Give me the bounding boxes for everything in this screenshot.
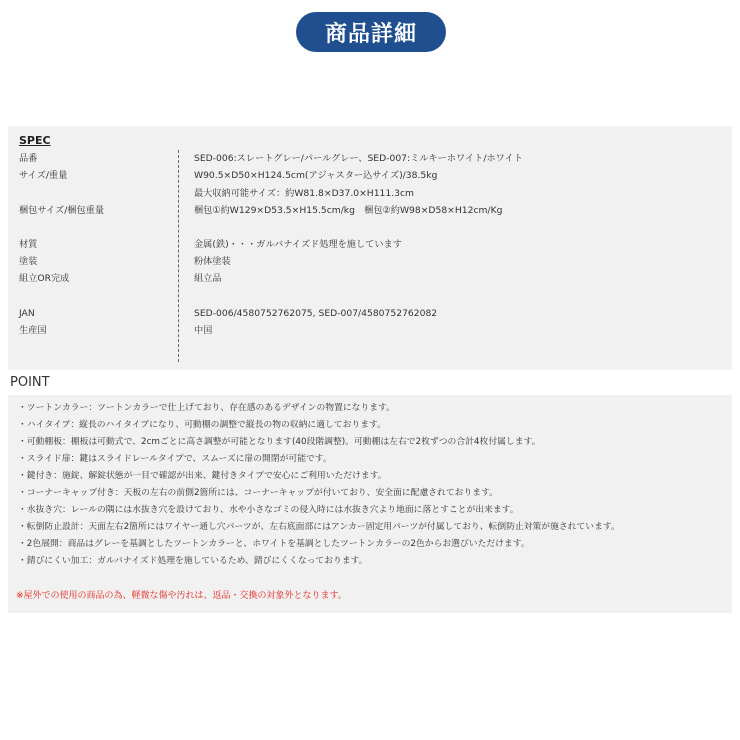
point-item: ・ツートンカラー：ツートンカラーで仕上げており、存在感のあるデザインの物置になります。 [18, 403, 395, 413]
spec-label-part-number: 品番 [19, 153, 38, 164]
warning-note: ※屋外での使用の商品の為、軽微な傷や汚れは、返品・交換の対象外となります。 [16, 591, 347, 601]
point-item: ・錆びにくい加工：ガルバナイズド処理を施しているため、錆びにくくなっております。 [18, 556, 368, 566]
spec-value-max-storage: 最大収納可能サイズ：約W81.8×D37.0×H111.3cm [194, 188, 415, 199]
spec-label-package: 梱包サイズ/梱包重量 [19, 205, 105, 216]
point-item: ・鍵付き：施錠、解錠状態が一目で確認が出来、鍵付きタイプで安心にご利用いただけます。 [18, 471, 387, 481]
point-item: ・スライド扉：鍵はスライドレールタイプで、スムーズに扉の開閉が可能です。 [18, 454, 332, 464]
point-item: ・コーナーキャップ付き：天板の左右の前側2箇所には、コーナーキャップが付いており、安全面に配慮されております。 [18, 488, 498, 498]
spec-value-coating: 粉体塗装 [194, 256, 231, 267]
point-item: ・水抜き穴：レールの隅には水抜き穴を設けており、水や小さなゴミの侵入時には水抜き穴より地面に落とすことが出来ます。 [18, 505, 519, 515]
page-title-badge: 商品詳細 [296, 12, 446, 52]
point-item: ・2色展開：商品はグレーを基調としたツートンカラーと、ホワイトを基調としたツートンカラーの2色からお選びいただけます。 [18, 539, 530, 549]
spec-value-assembly: 組立品 [194, 273, 222, 284]
spec-value-jan: SED-006/4580752762075, SED-007/4580752762082 [194, 308, 438, 319]
spec-label-origin: 生産国 [19, 325, 47, 336]
spec-label-size-weight: サイズ/重量 [19, 170, 68, 181]
spec-value-origin: 中国 [194, 325, 213, 336]
point-item: ・転倒防止設計：天面左右2箇所にはワイヤー通し穴パーツが、左右底面部にはアンカー固定用パーツが付属しており、転倒防止対策が施されています。 [18, 522, 620, 532]
spec-divider [178, 150, 179, 362]
spec-value-size-weight: W90.5×D50×H124.5cm(アジャスター込サイズ)/38.5kg [194, 170, 438, 181]
point-item: ・可動棚板：棚板は可動式で、2cmごとに高さ調整が可能となります(40段階調整)。可動棚は左右で2枚ずつの合計4枚付属します。 [18, 437, 541, 447]
spec-label-jan: JAN [19, 308, 35, 319]
spec-value-material: 金属(鉄)・・・ガルバナイズド処理を施しています [194, 239, 402, 250]
spec-panel [8, 126, 732, 370]
spec-title: SPEC [19, 134, 51, 147]
spec-value-package: 梱包①約W129×D53.5×H15.5cm/kg 梱包②約W98×D58×H12cm/Kg [194, 205, 503, 216]
point-panel [8, 395, 732, 613]
point-title: POINT [10, 375, 50, 390]
spec-label-assembly: 組立OR完成 [19, 273, 70, 284]
point-item: ・ハイタイプ：縦長のハイタイプになり、可動棚の調整で縦長の物の収納に適しております。 [18, 420, 386, 430]
spec-value-part-number: SED-006:スレートグレー/パールグレー、SED-007:ミルキーホワイト/ホワイト [194, 153, 523, 164]
spec-label-coating: 塗装 [19, 256, 38, 267]
spec-label-material: 材質 [19, 239, 38, 250]
point-list [18, 400, 620, 570]
